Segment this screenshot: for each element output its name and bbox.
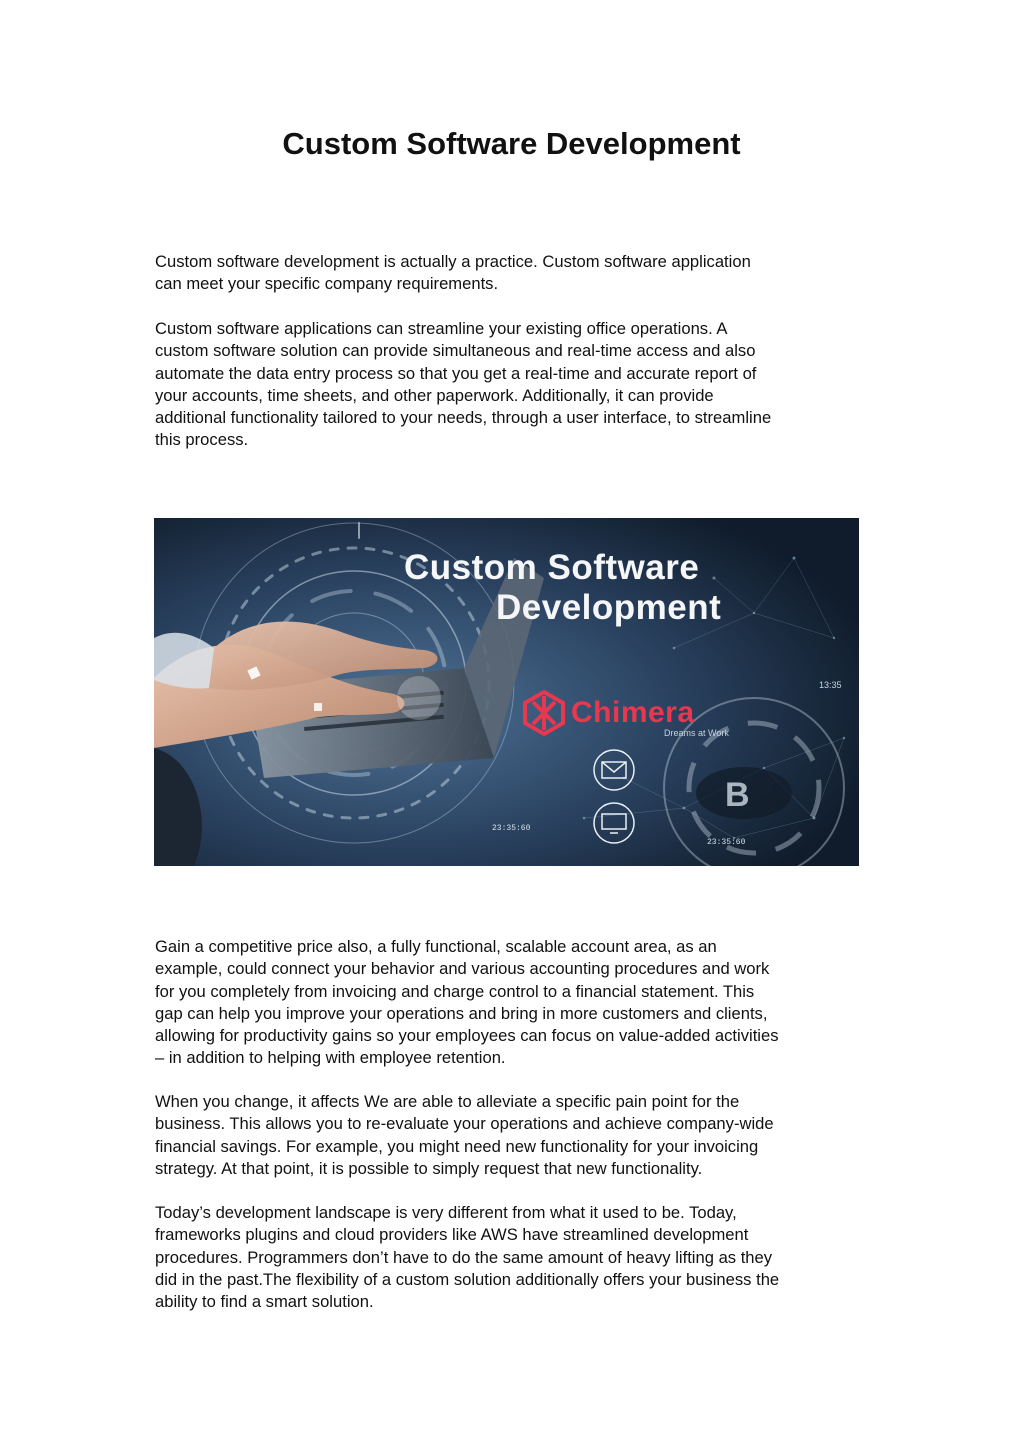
hud-time-readout: 23:35:60	[707, 838, 746, 847]
brand-tagline: Dreams at Work	[664, 728, 729, 738]
hud-side-number: 13:35	[819, 680, 842, 690]
paragraph-change: When you change, it affects We are able to alleviate a specific pain point for the business. This allows you to re-evaluate your operations and achieve company-wide financial savings. For example, you might need new functionality for your invoicing strategy. At that point, it is possible to simply request that new functionality.	[155, 1092, 774, 1178]
paragraph-intro: Custom software development is actually a practice. Custom software application can meet your specific company requirements.	[155, 252, 751, 294]
page-title: Custom Software Development	[282, 126, 741, 161]
svg-text:B: B	[725, 776, 750, 814]
chimera-logo-icon	[519, 688, 569, 738]
paragraph-landscape: Today’s development landscape is very different from what it used to be. Today, frameworks plugins and cloud providers like AWS have streamlined development procedures. Programmers don’t have to do the same amount of heavy lifting as they did in the past.The flexibility of a custom solution additionally offers your business the ability to find a smart solution.	[155, 1203, 780, 1312]
hero-title-line2: Development	[496, 588, 722, 627]
paragraph-benefits: Custom software applications can streamline your existing office operations. A custom software solution can provide simultaneous and real-time access and also automate the data entry process so that you get a real-time and accurate report of your accounts, time sheets, and other paperwork. Additionally, it can provide additional functionality tailored to your needs, through a user interface, to streamline this process.	[155, 319, 772, 450]
hero-image	[154, 518, 859, 866]
brand-name: Chimera	[571, 696, 695, 729]
paragraph-competitive: Gain a competitive price also, a fully functional, scalable account area, as an example, could connect your behavior and various accounting procedures and work for you completely from invoicing and charge control to a financial statement. This gap can help you improve your operations and bring in more customers and clients, allowing for productivity gains so your employees can focus on value-added activities – in addition to helping with employee retention.	[155, 937, 779, 1068]
hero-title	[404, 548, 764, 628]
hud-time-readout: 23:35:60	[492, 824, 531, 833]
hero-title-line1: Custom Software	[404, 548, 700, 587]
